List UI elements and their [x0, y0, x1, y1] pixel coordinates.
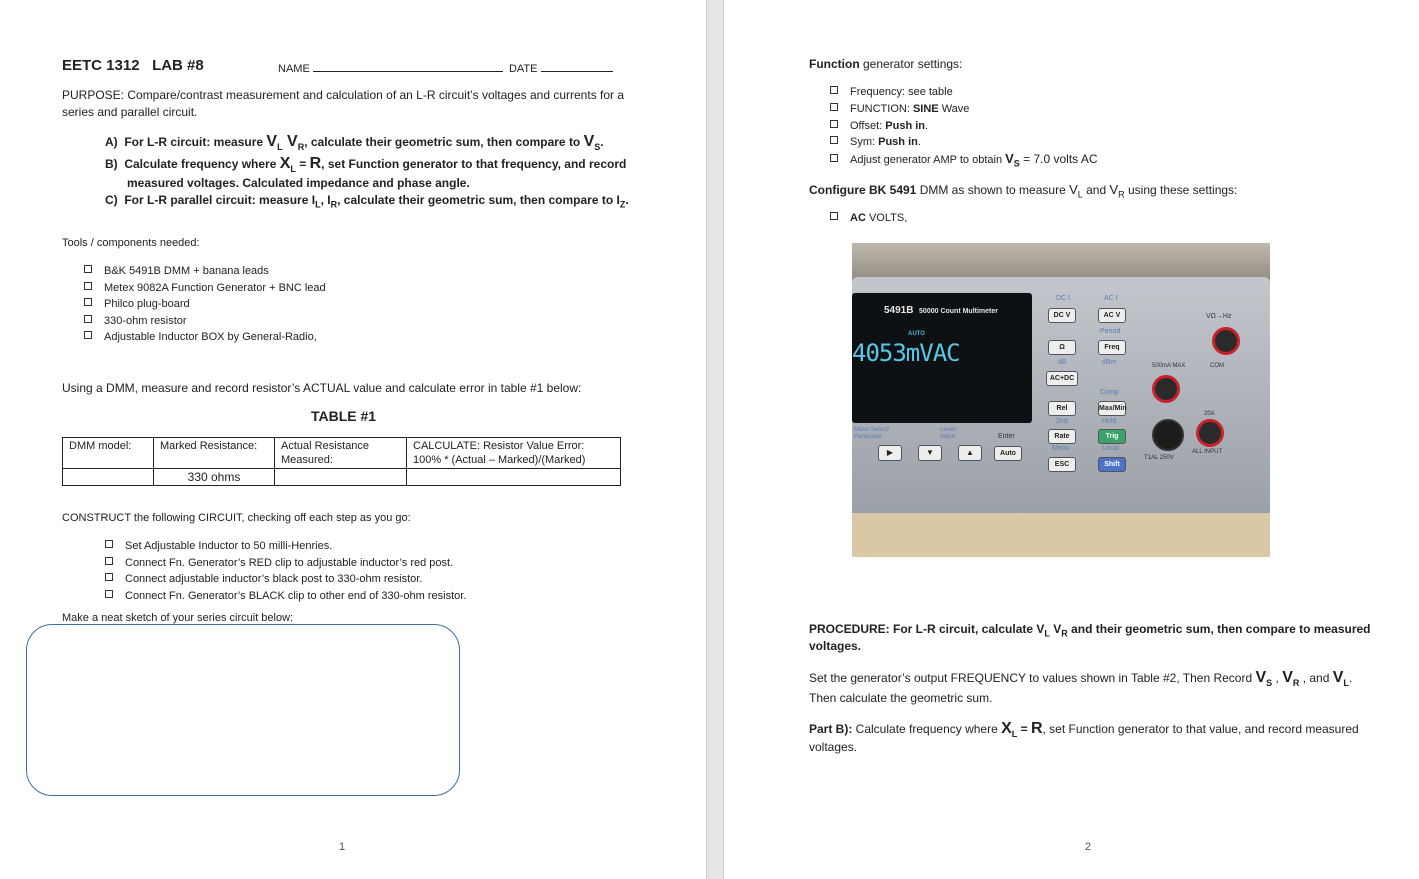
construct-step[interactable]: Connect Fn. Generator’s RED clip to adjustable inductor’s red post.	[105, 555, 466, 572]
multimeter-model: 5491B 50000 Count Multimeter	[884, 305, 998, 316]
construct-step[interactable]: Set Adjustable Inductor to 50 milli-Henries.	[105, 538, 466, 555]
tools-heading: Tools / components needed:	[62, 237, 200, 249]
dmm-setting[interactable]: AC VOLTS,	[830, 212, 907, 224]
tool-item[interactable]: B&K 5491B DMM + banana leads	[84, 263, 326, 280]
objective-b-line2: measured voltages. Calculated impedance and phase angle.	[127, 176, 470, 190]
checkbox[interactable]	[84, 315, 92, 323]
construct-heading: CONSTRUCT the following CIRCUIT, checking off each step as you go:	[62, 512, 411, 524]
multimeter-photo	[852, 243, 1270, 557]
purpose-line2: series and parallel circuit.	[62, 105, 198, 119]
auto-indicator: AUTO	[908, 331, 925, 337]
objective-b: B) Calculate frequency where $X_L = R$, set Function generator to that frequency, and record	[105, 155, 627, 175]
objective-a: A) For L-R circuit: measure $V_L$ $V_R$, calculate their geometric sum, then compare to $V_S$.	[105, 133, 604, 153]
dmm-instruction: Using a DMM, measure and record resistor’s ACTUAL value and calculate error in table #1 below:	[62, 381, 582, 395]
multimeter-display	[852, 293, 1032, 423]
rel-key: Rel	[1048, 401, 1076, 416]
tool-item[interactable]: Metex 9082A Function Generator + BNC lead	[84, 280, 326, 297]
checkbox[interactable]	[830, 103, 838, 111]
construct-step[interactable]: Connect adjustable inductor’s black post to 330-ohm resistor.	[105, 571, 466, 588]
table-cell[interactable]	[407, 469, 621, 486]
multimeter-reading: 4053mVAC	[852, 339, 960, 367]
table-header-cell: Marked Resistance:	[154, 438, 275, 469]
sketch-label: Make a neat sketch of your series circuit below:	[62, 612, 294, 624]
fuse-icon	[1152, 419, 1184, 451]
ac-v-key: AC V	[1098, 308, 1126, 323]
table-header-cell: CALCULATE: Resistor Value Error: 100% * (Actual – Marked)/(Marked)	[407, 438, 621, 469]
right-arrow-icon: ▶	[878, 445, 902, 461]
table-header-row	[63, 438, 621, 469]
ma-jack-icon	[1152, 375, 1180, 403]
20a-jack-icon	[1196, 419, 1224, 447]
up-arrow-icon: ▲	[958, 445, 982, 461]
input-label: COM	[1210, 363, 1224, 369]
tool-item[interactable]: 330-ohm resistor	[84, 313, 326, 330]
checkbox[interactable]	[105, 557, 113, 565]
checkbox[interactable]	[84, 282, 92, 290]
ohm-key: Ω	[1048, 340, 1076, 355]
input-label: 500mA MAX	[1152, 363, 1186, 369]
tools-list	[84, 263, 326, 346]
table-header-cell: Actual Resistance Measured:	[275, 438, 407, 469]
header-name-field[interactable]: NAME DATE	[278, 60, 613, 75]
key-label: Menu	[1052, 445, 1070, 452]
checkbox[interactable]	[105, 573, 113, 581]
table-cell[interactable]	[275, 469, 407, 486]
key-label: DC I	[1056, 295, 1070, 302]
construct-steps	[105, 538, 466, 604]
procedure-line2: voltages.	[809, 639, 862, 653]
input-label: 20A	[1204, 411, 1215, 417]
frequency-instruction-line2: Then calculate the geometric sum.	[809, 691, 993, 705]
checkbox[interactable]	[84, 331, 92, 339]
auto-key: Auto	[994, 446, 1022, 461]
input-label: VΩ→Hz	[1206, 313, 1232, 320]
checkbox[interactable]	[105, 590, 113, 598]
key-label: Local	[1102, 445, 1119, 452]
table-cell[interactable]	[63, 469, 154, 486]
table-cell[interactable]: 330 ohms	[154, 469, 275, 486]
objective-c: C) For L-R parallel circuit: measure $I_L$, $I_R$, calculate their geometric sum, then compare to $I_Z$.	[105, 193, 629, 210]
key-label: dBm	[1102, 359, 1117, 366]
tool-item[interactable]: Adjustable Inductor BOX by General-Radio,	[84, 329, 326, 346]
checkbox[interactable]	[830, 86, 838, 94]
rate-key: Rate	[1048, 429, 1076, 444]
page-gutter	[706, 0, 724, 879]
shift-key: Shift	[1098, 457, 1126, 472]
key-label: Enter	[998, 433, 1015, 440]
trig-key: Trig	[1098, 429, 1126, 444]
dmm-heading: Configure BK 5491 DMM as shown to measure $V_L$ and $V_R$ using these settings:	[809, 182, 1238, 200]
checkbox[interactable]	[830, 136, 838, 144]
fg-item[interactable]: Adjust generator AMP to obtain $V_S = 7.0$ volts AC	[830, 151, 1098, 172]
procedure-line1: PROCEDURE: For L-R circuit, calculate $V_L$ $V_R$ and their geometric sum, then compare to measured	[809, 622, 1371, 639]
construct-step[interactable]: Connect Fn. Generator’s BLACK clip to other end of 330-ohm resistor.	[105, 588, 466, 605]
down-arrow-icon: ▼	[918, 445, 942, 461]
part-b-instruction: Part B): Calculate frequency where $X_L = R$, set Function generator to that value, and record measured	[809, 720, 1359, 740]
key-label: Period	[1100, 328, 1121, 335]
part-b-line2: voltages.	[809, 740, 858, 754]
table-1	[62, 437, 621, 486]
v-jack-icon	[1212, 327, 1240, 355]
freq-key: Freq	[1098, 340, 1126, 355]
fg-item[interactable]: Sym: Push in.	[830, 134, 1098, 151]
key-label: Comp	[1100, 389, 1119, 396]
dc-v-key: DC V	[1048, 308, 1076, 323]
table-title: TABLE #1	[311, 408, 377, 424]
fg-heading: Function generator settings:	[809, 57, 963, 71]
key-label: 2nd	[1056, 418, 1068, 425]
esc-key: ESC	[1048, 457, 1076, 472]
page-number: 1	[339, 841, 346, 853]
checkbox[interactable]	[105, 540, 113, 548]
purpose-line1: PURPOSE: Compare/contrast measurement and calculation of an L-R circuit’s voltages and currents for a	[62, 88, 625, 102]
key-label: dB	[1058, 359, 1067, 366]
frequency-instruction: Set the generator’s output FREQUENCY to values shown in Table #2, Then Record $V_S$ , $V_R$ , and $V_L$.	[809, 669, 1353, 689]
key-label: Menu Select/ Parameter	[854, 427, 890, 440]
fg-item[interactable]: Frequency: see table	[830, 84, 1098, 101]
checkbox[interactable]	[830, 120, 838, 128]
checkbox[interactable]	[84, 265, 92, 273]
fg-item[interactable]: Offset: Push in.	[830, 118, 1098, 135]
key-label: AC I	[1104, 295, 1118, 302]
input-label: T1AL 250V	[1144, 455, 1174, 461]
fg-item[interactable]: FUNCTION: SINE Wave	[830, 101, 1098, 118]
table-header-cell: DMM model:	[63, 438, 154, 469]
table-row	[63, 469, 621, 486]
checkbox[interactable]	[830, 212, 838, 220]
header-course: EETC 1312 LAB #8	[62, 57, 204, 74]
ac-dc-key: AC+DC	[1046, 371, 1078, 386]
max-min-key: Max/Min	[1098, 401, 1126, 416]
input-label: ALL INPUT	[1192, 449, 1223, 455]
desk-surface	[852, 513, 1270, 557]
key-label: Hold	[1102, 418, 1117, 425]
sketch-box[interactable]	[26, 624, 460, 796]
key-label: Level/ Value	[940, 427, 957, 440]
checkbox[interactable]	[830, 154, 838, 162]
fg-settings-list	[830, 84, 1098, 173]
page-number: 2	[1085, 841, 1092, 853]
checkbox[interactable]	[84, 298, 92, 306]
tool-item[interactable]: Philco plug-board	[84, 296, 326, 313]
